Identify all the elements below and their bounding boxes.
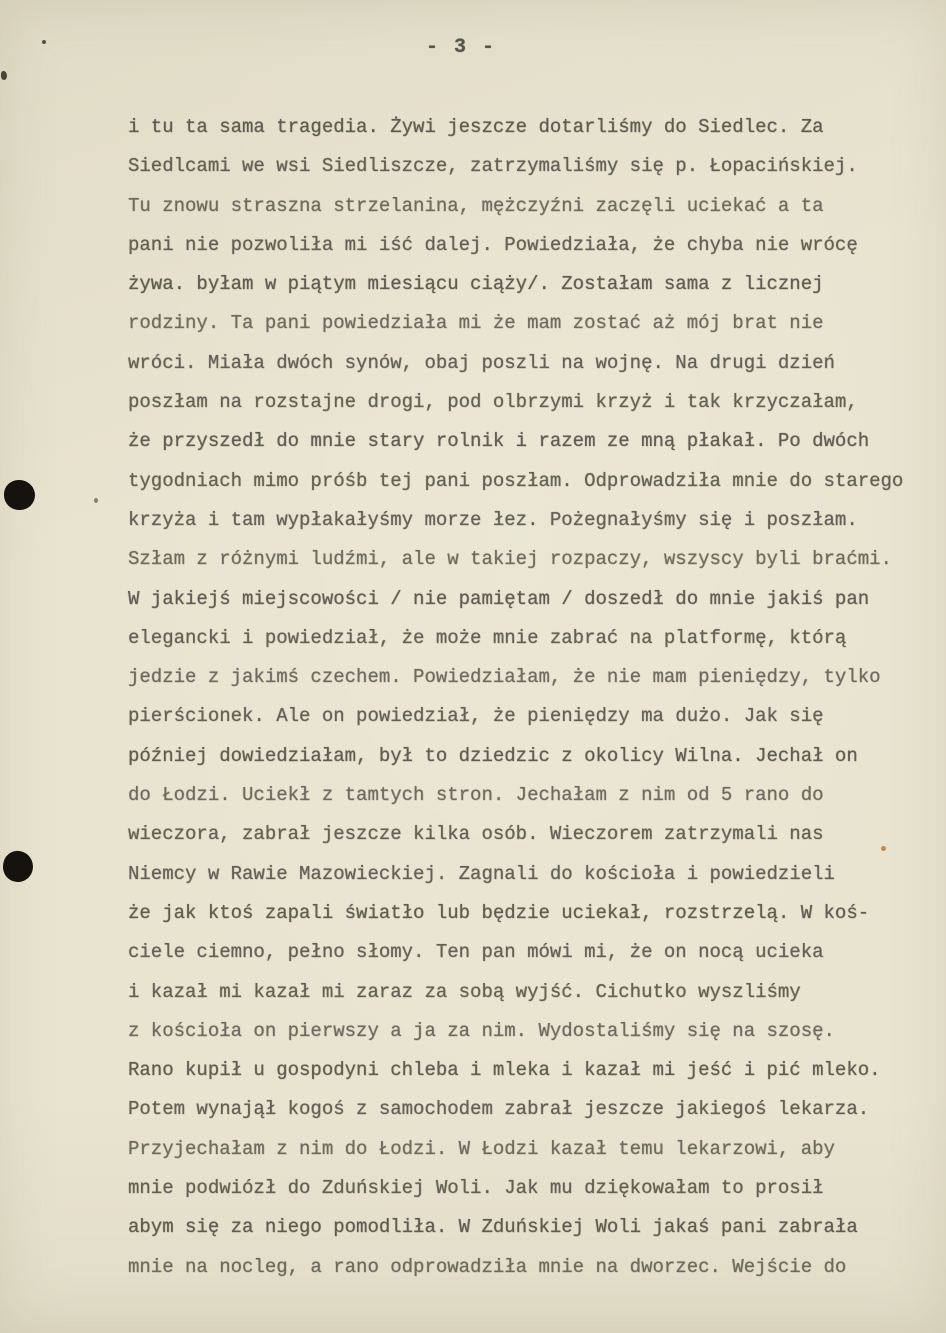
text-line: że jak ktoś zapali światło lub będzie uciekał, rozstrzelą. W koś- xyxy=(128,901,870,924)
text-line: mnie na nocleg, a rano odprowadziła mnie na dworzec. Wejście do xyxy=(128,1255,847,1278)
punch-hole-bottom xyxy=(1,849,35,884)
text-line: Potem wynajął kogoś z samochodem zabrał jeszcze jakiegoś lekarza. xyxy=(128,1098,870,1121)
text-line: pierścionek. Ale on powiedział, że pieniędzy ma dużo. Jak się xyxy=(128,705,824,728)
text-line: ciele ciemno, pełno słomy. Ten pan mówi mi, że on nocą ucieka xyxy=(128,941,824,964)
text-line: elegancki i powiedział, że może mnie zabrać na platformę, którą xyxy=(128,626,847,649)
text-line: Tu znowu straszna strzelanina, mężczyźni zaczęli uciekać a ta xyxy=(128,194,824,217)
text-line: rodziny. Ta pani powiedziała mi że mam zostać aż mój brat nie xyxy=(128,312,824,335)
text-line: i kazał mi kazał mi zaraz za sobą wyjść. Cichutko wyszliśmy xyxy=(128,980,801,1003)
text-line: później dowiedziałam, był to dziedzic z okolicy Wilna. Jechał on xyxy=(128,744,858,767)
paper-speck xyxy=(42,40,46,44)
text-line: wróci. Miała dwóch synów, obaj poszli na wojnę. Na drugi dzień xyxy=(128,351,835,374)
text-line: W jakiejś miejscowości / nie pamiętam / doszedł do mnie jakiś pan xyxy=(128,587,870,610)
paper-speck xyxy=(94,498,98,503)
text-line: i tu ta sama tragedia. Żywi jeszcze dotarliśmy do Siedlec. Za xyxy=(128,116,824,138)
text-line: krzyża i tam wypłakałyśmy morze łez. Pożegnałyśmy się i poszłam. xyxy=(128,508,858,531)
text-line: żywa. byłam w piątym miesiącu ciąży/. Zostałam sama z licznej xyxy=(128,273,824,296)
text-line: pani nie pozwoliła mi iść dalej. Powiedziała, że chyba nie wrócę xyxy=(128,233,858,256)
text-line: z kościoła on pierwszy a ja za nim. Wydostaliśmy się na szosę. xyxy=(128,1019,835,1042)
text-line: że przyszedł do mnie stary rolnik i razem ze mną płakał. Po dwóch xyxy=(128,430,870,453)
typewritten-text-block xyxy=(128,108,918,1287)
text-line: poszłam na rozstajne drogi, pod olbrzymi krzyż i tak krzyczałam, xyxy=(128,391,858,414)
text-line: Siedlcami we wsi Siedliszcze, zatrzymaliśmy się p. Łopacińskiej. xyxy=(128,155,858,178)
text-line: jedzie z jakimś czechem. Powiedziałam, że nie mam pieniędzy, tylko xyxy=(128,666,881,689)
text-line: mnie podwiózł do Zduńskiej Woli. Jak mu dziękowałam to prosił xyxy=(128,1177,824,1200)
text-line: wieczora, zabrał jeszcze kilka osób. Wieczorem zatrzymali nas xyxy=(128,823,824,846)
page-number: - 3 - xyxy=(426,36,497,59)
paper-speck xyxy=(881,846,886,851)
text-line: Niemcy w Rawie Mazowieckiej. Zagnali do kościoła i powiedzieli xyxy=(128,862,835,885)
text-line: do Łodzi. Uciekł z tamtych stron. Jechałam z nim od 5 rano do xyxy=(128,784,824,807)
text-line: abym się za niego pomodliła. W Zduńskiej Woli jakaś pani zabrała xyxy=(128,1216,858,1239)
text-line: tygodniach mimo próśb tej pani poszłam. Odprowadziła mnie do starego xyxy=(128,469,904,492)
text-line: Przyjechałam z nim do Łodzi. W Łodzi kazał temu lekarzowi, aby xyxy=(128,1137,835,1160)
punch-hole-top xyxy=(4,480,35,510)
text-line: Szłam z różnymi ludźmi, ale w takiej rozpaczy, wszyscy byli braćmi. xyxy=(128,548,892,571)
paper-speck xyxy=(1,71,7,80)
text-line: Rano kupił u gospodyni chleba i mleka i kazał mi jeść i pić mleko. xyxy=(128,1059,881,1082)
